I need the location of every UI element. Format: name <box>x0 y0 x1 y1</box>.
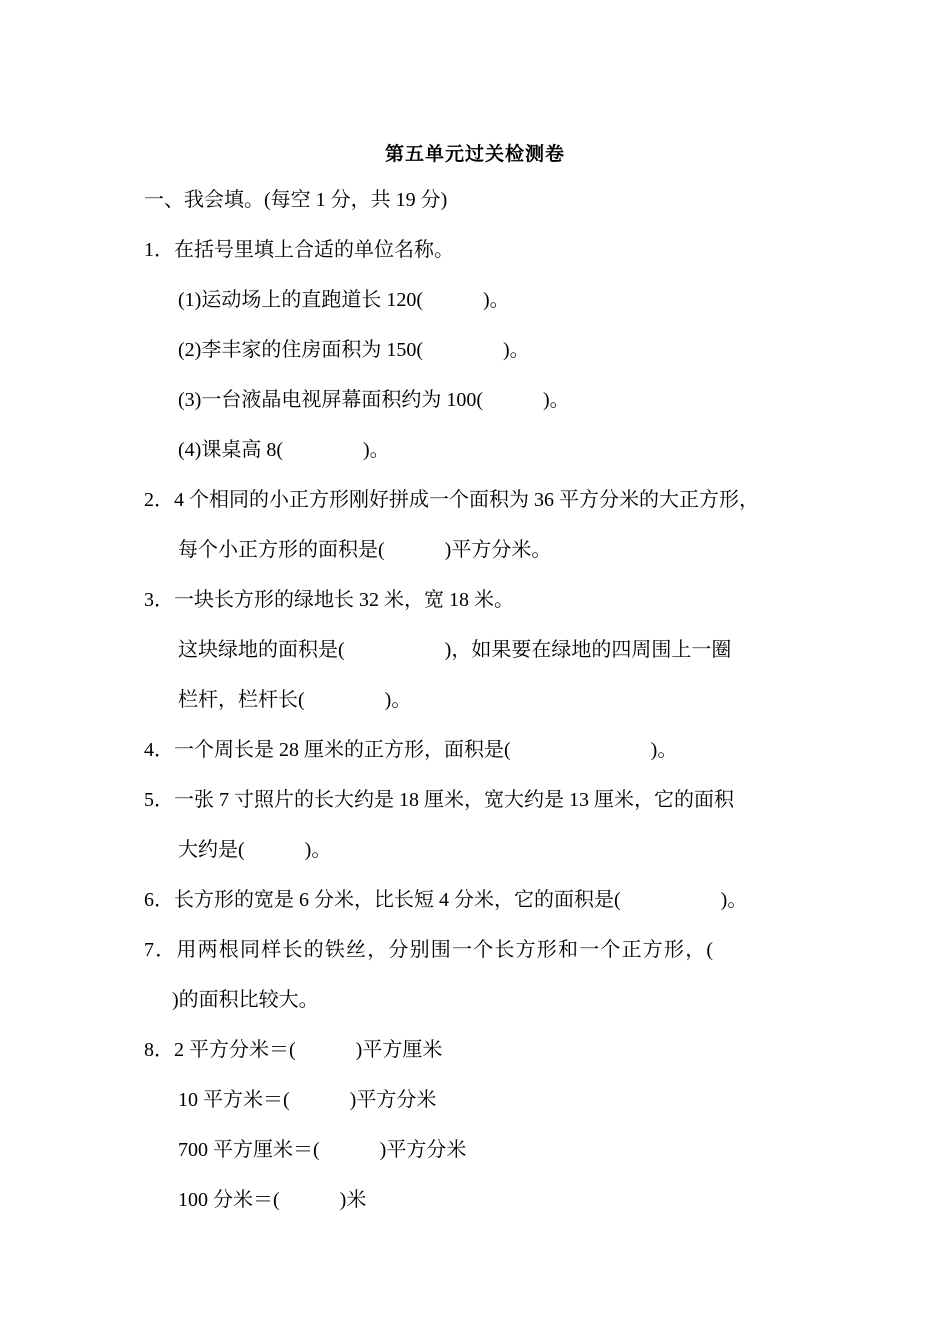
question-1-part-4: (4)课桌高 8( )。 <box>178 439 390 461</box>
question-4: 4．一个周长是 28 厘米的正方形，面积是( )。 <box>144 739 678 761</box>
question-5-continued: 大约是( )。 <box>178 839 332 861</box>
question-3-line-3: 栏杆，栏杆长( )。 <box>178 689 412 711</box>
question-8-part-4: 100 分米＝( )米 <box>178 1189 367 1211</box>
question-1-part-3: (3)一台液晶电视屏幕面积约为 100( )。 <box>178 389 570 411</box>
question-8: 8．2 平方分米＝( )平方厘米 <box>144 1039 443 1061</box>
question-8-part-3: 700 平方厘米＝( )平方分米 <box>178 1139 467 1161</box>
question-2-continued: 每个小正方形的面积是( )平方分米。 <box>178 539 552 561</box>
section-heading: 一、我会填。(每空 1 分，共 19 分) <box>144 189 448 211</box>
question-2: 2．4 个相同的小正方形刚好拼成一个面积为 36 平方分米的大正方形， <box>144 489 759 511</box>
question-5: 5．一张 7 寸照片的长大约是 18 厘米，宽大约是 13 厘米，它的面积 <box>144 789 734 811</box>
question-8-part-2: 10 平方米＝( )平方分米 <box>178 1089 437 1111</box>
question-1-part-2: (2)李丰家的住房面积为 150( )。 <box>178 339 530 361</box>
question-7-continued: )的面积比较大。 <box>172 989 319 1011</box>
question-1-part-1: (1)运动场上的直跑道长 120( )。 <box>178 289 510 311</box>
page-title: 第五单元过关检测卷 <box>384 143 565 165</box>
question-7: 7．用两根同样长的铁丝，分别围一个长方形和一个正方形，( <box>144 939 715 961</box>
question-3-line-2: 这块绿地的面积是( )，如果要在绿地的四周围上一圈 <box>178 639 732 661</box>
question-6: 6．长方形的宽是 6 分米，比长短 4 分米，它的面积是( )。 <box>144 889 748 911</box>
question-1: 1．在括号里填上合适的单位名称。 <box>144 239 454 261</box>
question-3: 3．一块长方形的绿地长 32 米，宽 18 米。 <box>144 589 514 611</box>
